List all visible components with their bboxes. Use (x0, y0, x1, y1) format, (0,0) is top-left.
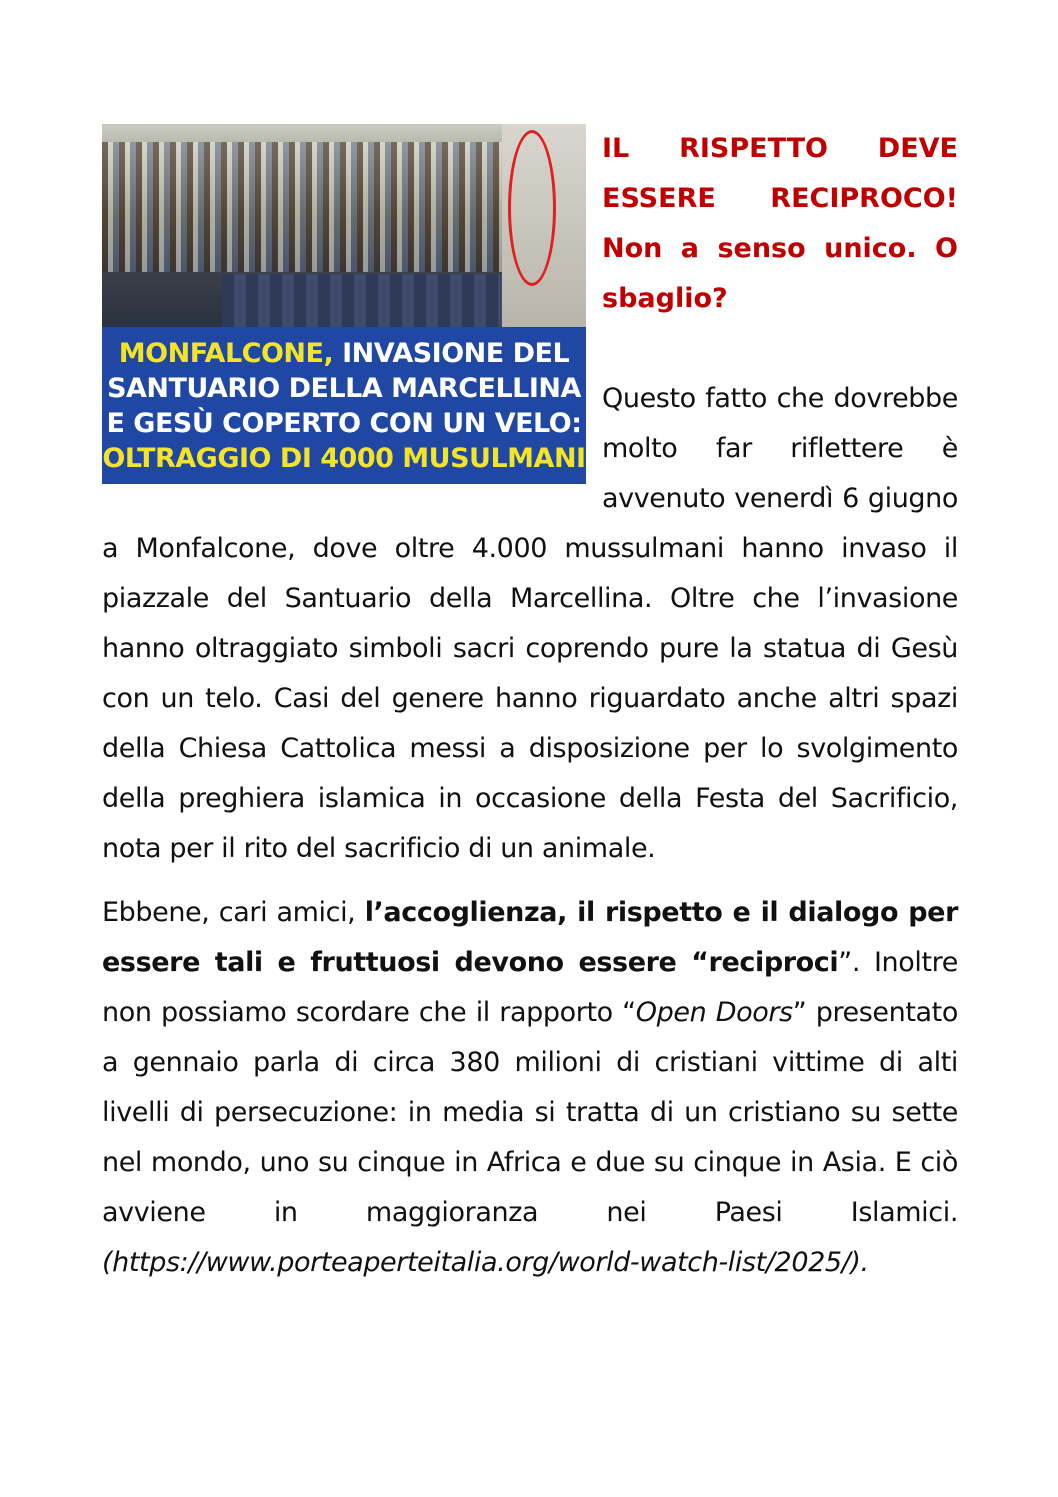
prayer-rugs (222, 274, 522, 327)
paragraph-2-intro: Ebbene, cari amici, (102, 897, 365, 928)
paragraph-2 (102, 888, 958, 1288)
heading-line-1: IL RISPETTO DEVE (602, 133, 958, 164)
paragraph-2-bold: l’accoglienza, il rispetto e il dialogo per essere tali e fruttuosi devono essere “reciproci (102, 897, 959, 978)
heading-line-3: Non a senso unico. O (602, 233, 958, 264)
banner-line-2: SANTUARIO DELLA MARCELLINA (107, 372, 581, 404)
banner-line-3: E GESÙ COPERTO CON UN VELO: (106, 407, 582, 439)
banner-line-1: MONFALCONE, INVASIONE DEL (118, 337, 570, 369)
open-doors-name: Open Doors (635, 997, 793, 1028)
red-circle-highlight (508, 130, 556, 286)
image-caption-banner (102, 327, 586, 484)
banner-line-4: OLTRAGGIO DI 4000 MUSULMANI (102, 442, 586, 474)
crowd-photo (102, 124, 586, 327)
source-link[interactable]: (https://www.porteaperteitalia.org/world-watch-list/2025/). (102, 1247, 869, 1278)
praying-crowd (102, 142, 502, 272)
article-body (102, 124, 958, 1288)
paragraph-2-after-bold: ”. Inoltre non possiamo scordare che il rapporto “ (102, 947, 958, 1028)
heading-line-4: sbaglio? (602, 283, 728, 314)
paragraph-1: Questo fatto che dovrebbe molto far riflettere è avvenuto venerdì 6 giugno a Monfalcone, dove oltre 4.000 mussulmani hanno invaso il piazzale del Santuario della Marcellina. Oltre che l’invasione hanno oltraggiato simboli sacri coprendo pure la statua di Gesù con un telo. Casi del genere hanno riguardato anche altri spazi della Chiesa Cattolica messi a disposizione per lo svolgimento della preghiera islamica in occasione della Festa del Sacrificio, nota per il rito del sacrificio di un animale. (102, 383, 958, 864)
heading-line-2: ESSERE RECIPROCO! (602, 183, 958, 214)
news-image (102, 124, 586, 484)
paragraph-2-middle: ” presentato a gennaio parla di circa 380 milioni di cristiani vittime di alti livelli di persecuzione: in media si tratta di un cristiano su sette nel mondo, uno su cinque in Africa e due su cinque in Asia. E ciò avviene in maggioranza nei Paesi Islamici. (102, 997, 958, 1228)
